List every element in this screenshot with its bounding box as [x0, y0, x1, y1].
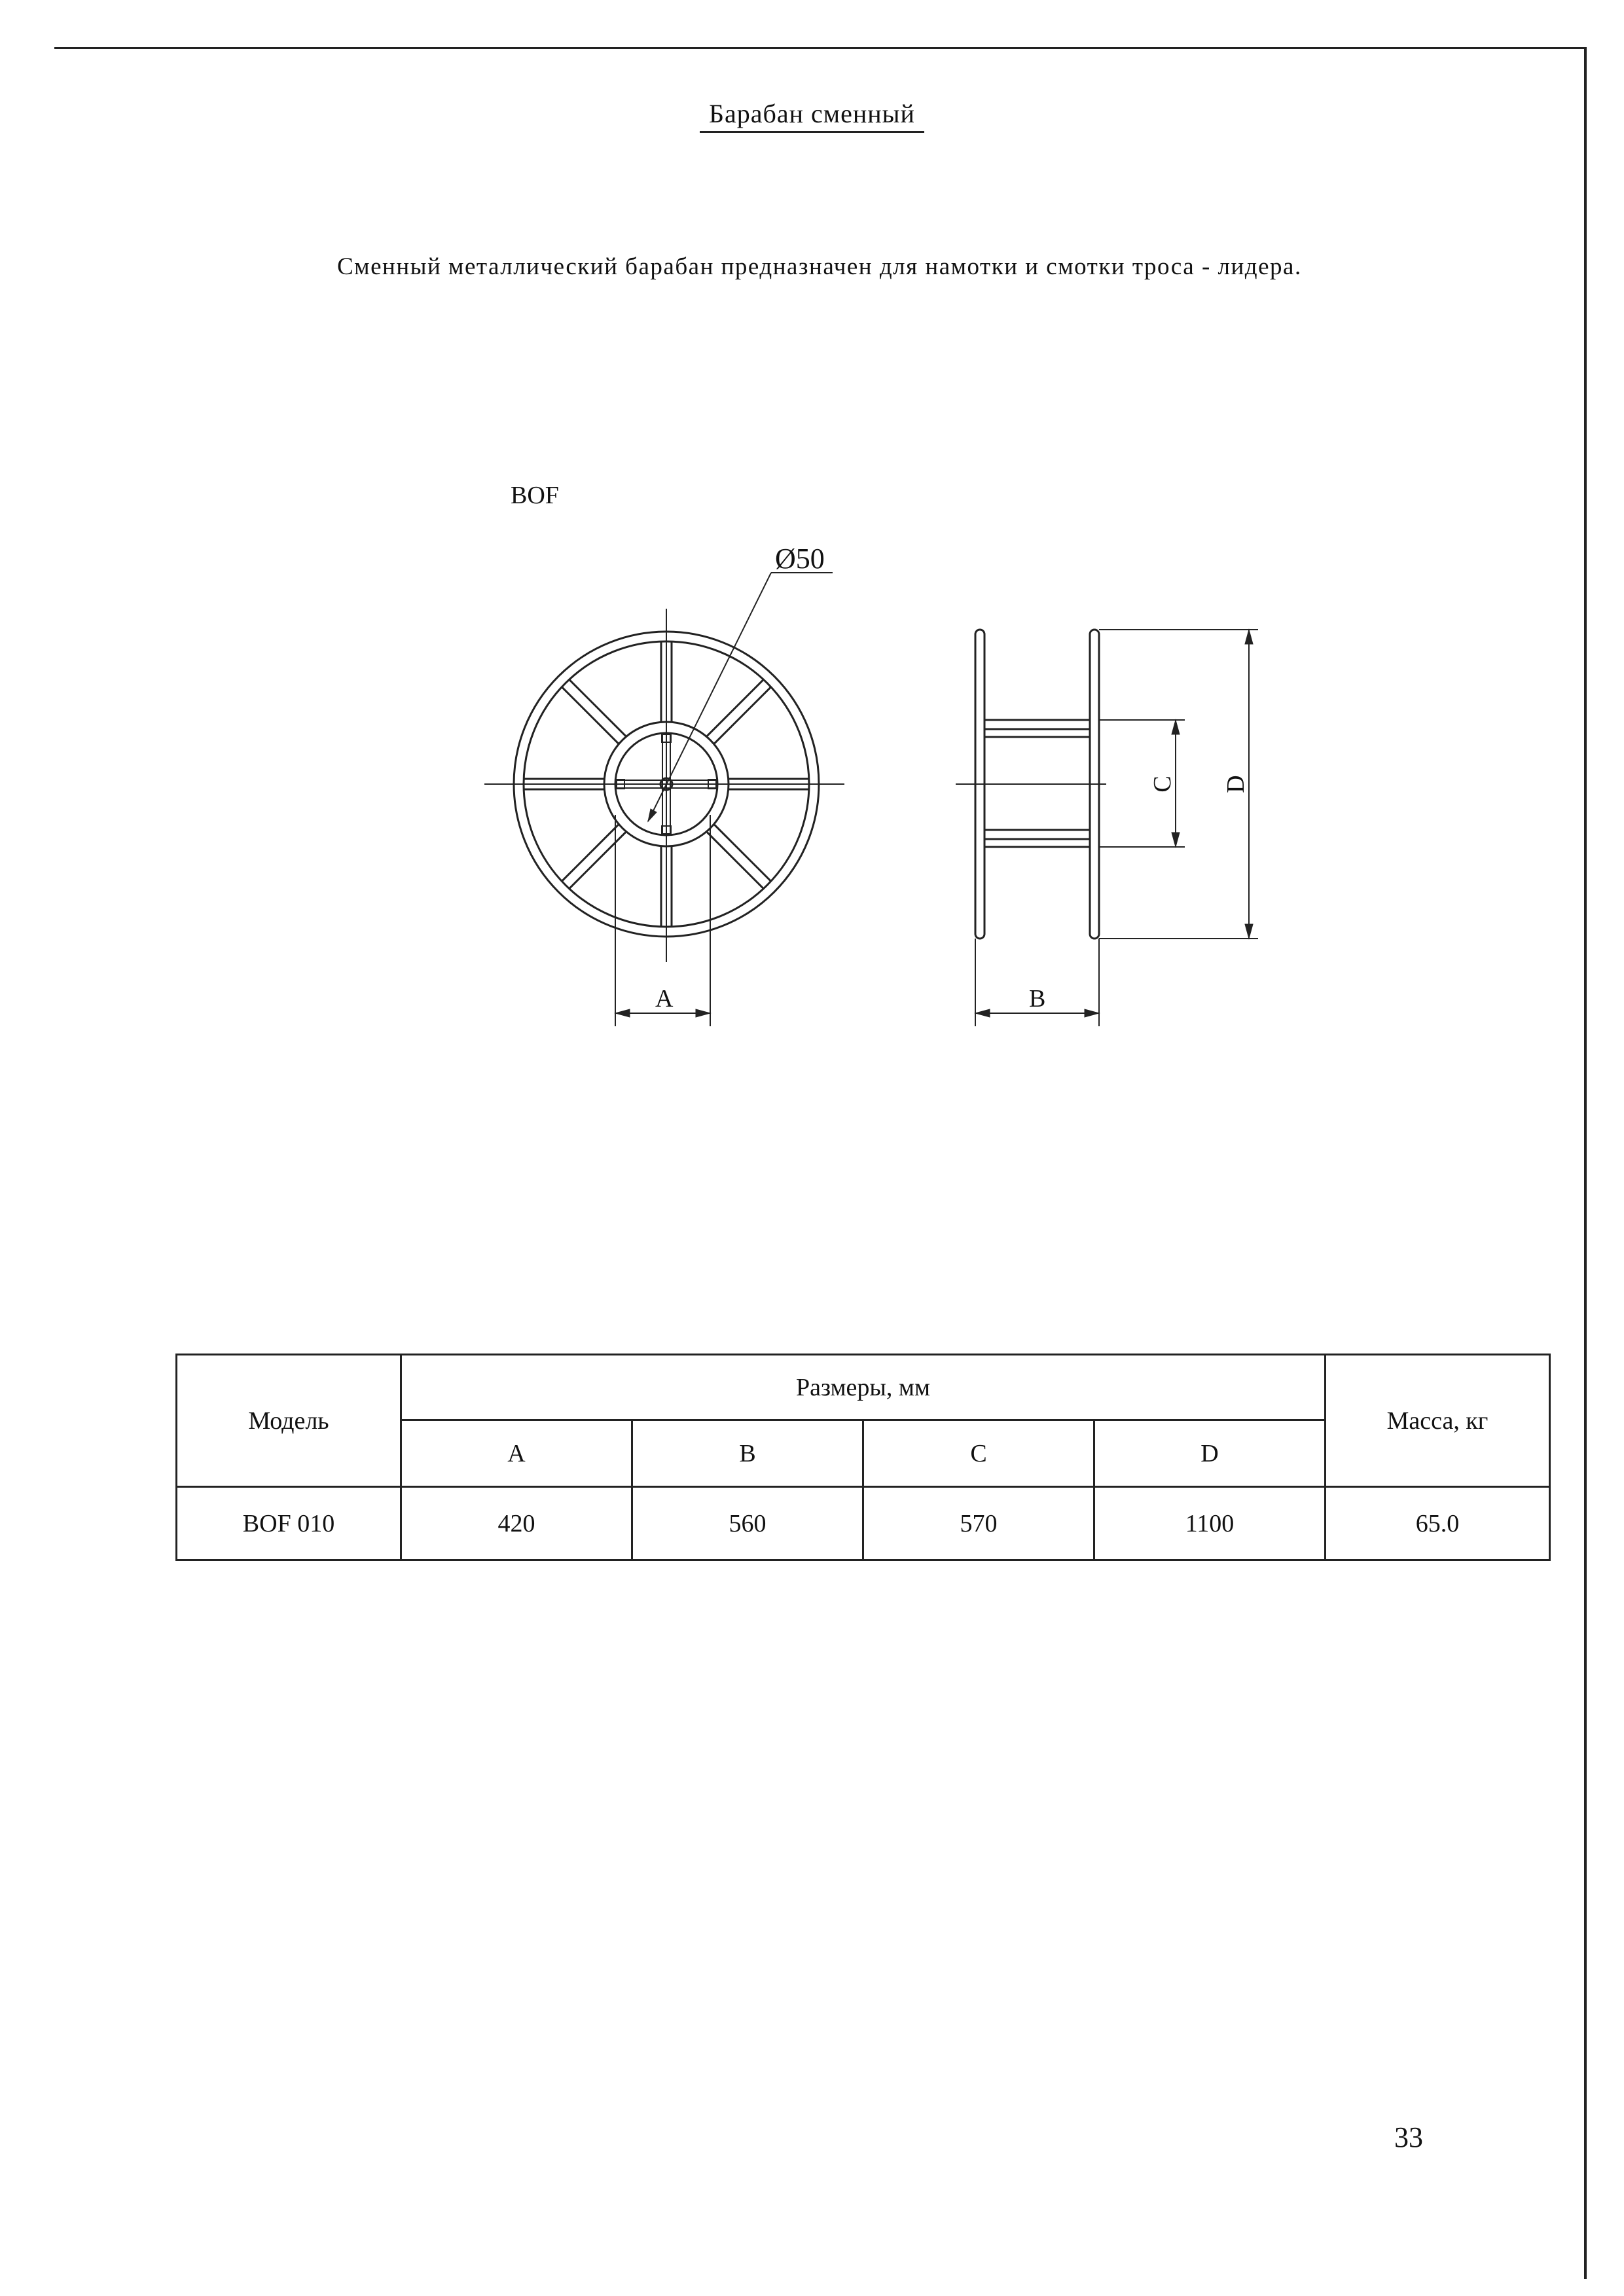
page-number: 33	[1394, 2121, 1423, 2153]
drawing-model-label: BOF	[511, 482, 559, 509]
header-c: C	[863, 1420, 1094, 1487]
specifications-table	[175, 1354, 1551, 1561]
reel-side-view	[956, 630, 1258, 1026]
reel-front-view	[484, 573, 844, 1026]
dimension-c-label: C	[1149, 776, 1176, 793]
cell-b: 560	[632, 1487, 863, 1560]
header-b: B	[632, 1420, 863, 1487]
page-title: Барабан сменный	[0, 98, 1624, 129]
header-a: A	[401, 1420, 632, 1487]
header-model: Модель	[177, 1355, 401, 1487]
description-text: Сменный металлический барабан предназначен для намотки и смотки троса - лидера.	[337, 253, 1302, 280]
header-d: D	[1094, 1420, 1326, 1487]
dimension-a-label: A	[655, 985, 674, 1013]
dimension-d-label: D	[1222, 775, 1250, 793]
cell-model: BOF 010	[177, 1487, 401, 1560]
cell-d: 1100	[1094, 1487, 1326, 1560]
diameter-label: Ø50	[775, 543, 825, 575]
header-dimensions: Размеры, мм	[401, 1355, 1326, 1420]
cell-mass: 65.0	[1326, 1487, 1550, 1560]
header-mass: Масса, кг	[1326, 1355, 1550, 1487]
cell-a: 420	[401, 1487, 632, 1560]
dimension-b-label: B	[1029, 985, 1046, 1013]
cell-c: 570	[863, 1487, 1094, 1560]
table-row	[177, 1487, 1550, 1560]
